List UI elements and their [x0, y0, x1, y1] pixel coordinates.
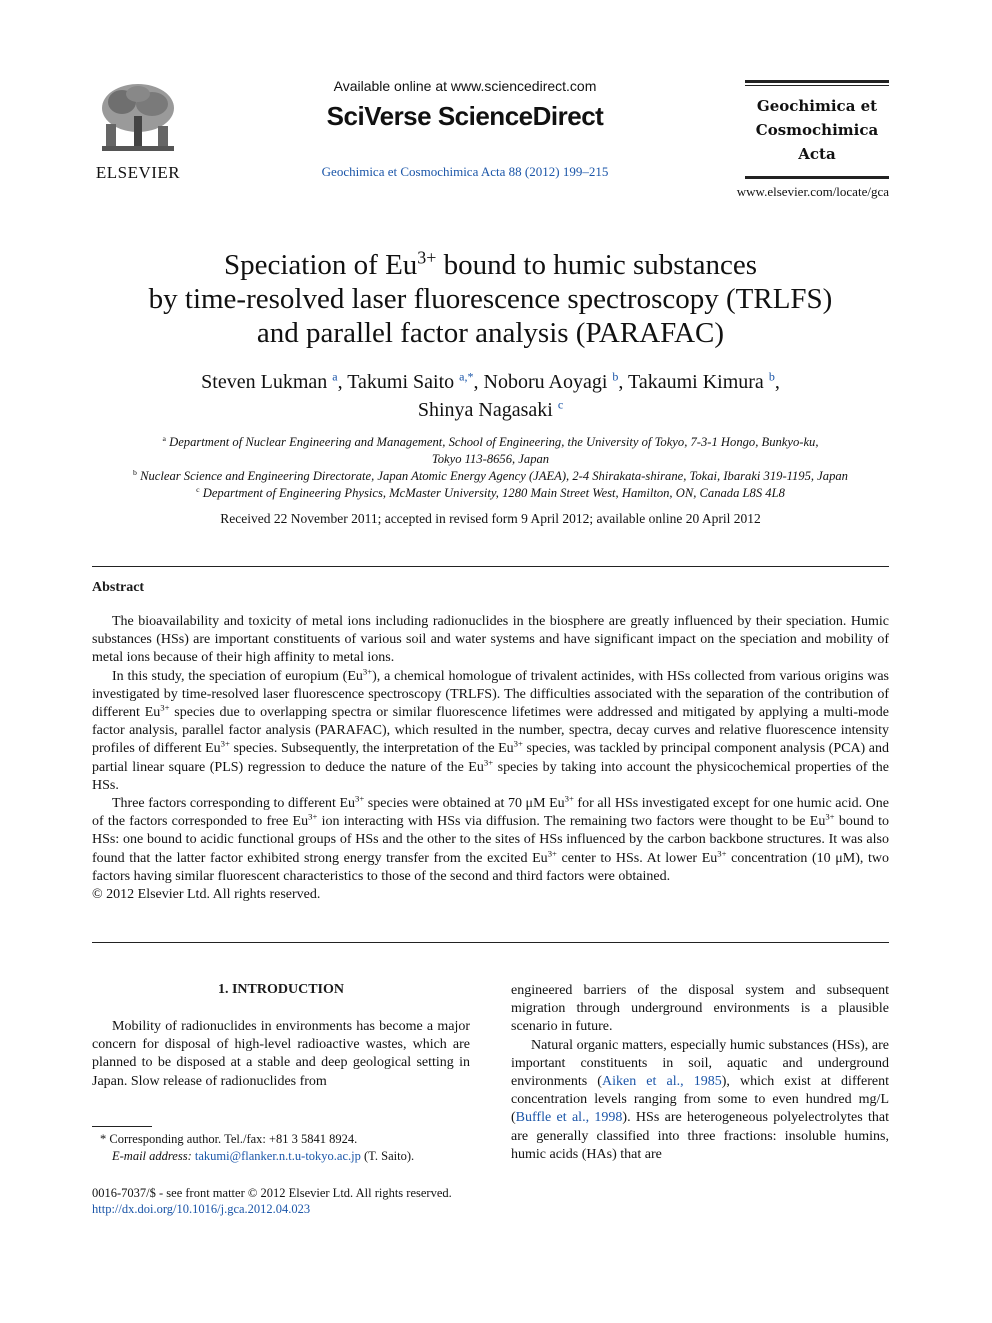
affiliation-a-cont: Tokyo 113-8656, Japan	[431, 452, 550, 466]
divider-bottom	[92, 942, 889, 943]
elsevier-tree-icon	[92, 80, 184, 160]
journal-rule-bottom	[745, 176, 889, 179]
left-column	[92, 1018, 470, 1091]
right-column	[511, 982, 889, 1164]
issn-line: 0016-7037/$ - see front matter © 2012 Elsevier Ltd. All rights reserved.	[92, 1186, 452, 1200]
footnote-corresponding: * Corresponding author. Tel./fax: +81 3 5841 8924.	[100, 1132, 358, 1146]
author-affiliation-mark[interactable]: c	[557, 397, 564, 412]
abstract-body	[92, 613, 889, 904]
author-name: Noboru Aoyagi	[483, 371, 608, 393]
affiliations	[92, 434, 889, 502]
affiliation-b: $^b$ Nuclear Science and Engineering Directorate, Japan Atomic Energy Agency (JAEA), 2-4 Shirakata-shirane, Tokai, Ibaraki 319-1195, Japan	[133, 467, 848, 483]
journal-url[interactable]: www.elsevier.com/locate/gca	[736, 184, 889, 199]
footnote-rule	[92, 1126, 152, 1127]
received-dates: Received 22 November 2011; accepted in revised form 9 April 2012; available online 20 April 2012	[220, 511, 761, 526]
doi-link[interactable]: http://dx.doi.org/10.1016/j.gca.2012.04.023	[92, 1202, 311, 1216]
author-affiliation-mark[interactable]: b	[612, 369, 619, 384]
author-affiliation-mark[interactable]: b	[768, 369, 775, 384]
author-name: Takumi Saito	[347, 371, 455, 393]
abstract-paragraph: Three factors corresponding to different $Eu^{3+}$ species were obtained at 70 μM $Eu^{3+}$ for all HSs investigated except for one humic acid. One of the factors corresponded to free $Eu^{3+}$ ion interacting with HSs via diffusion. The remaining two factors were thought to be $Eu^{3+}$ bound to HSs: one bound to acidic functional groups of HSs and the other to the sites of HSs influenced by the carbon backbone structures. It was also found that the latter factor exhibited strong energy transfer from the excited $Eu^{3+}$ center to HSs. At lower $Eu^{3+}$ concentration (10 μM), two factors having similar fluorescent characteristics to those of the second and third factors were obtained.	[92, 793, 890, 884]
body-paragraph: engineered barriers of the disposal system and subsequent migration through underground environments is a plausible scenario in future.	[511, 983, 889, 1035]
author-line1: Steven Lukman $^a$, Takumi Saito $^{a,*}$, Noboru Aoyagi $^b$, Takaumi Kimura $^b$,	[201, 369, 780, 393]
section-heading-introduction: 1. INTRODUCTION	[217, 982, 344, 997]
author-list	[92, 368, 889, 424]
author-affiliation-mark[interactable]: a	[332, 369, 338, 384]
footnote	[92, 1131, 470, 1165]
available-online-text: Available online at www.sciencedirect.com	[333, 78, 597, 94]
abstract-heading: Abstract	[92, 580, 145, 595]
author-line2	[92, 396, 889, 424]
author-name: Takaumi Kimura	[628, 371, 764, 393]
journal-name-line2: Cosmochimica	[755, 121, 879, 139]
copyright-line: © 2012 Elsevier Ltd. All rights reserved.	[92, 887, 321, 903]
journal-name-line3: Acta	[798, 145, 836, 163]
body-paragraph: Natural organic matters, especially humic substances (HSs), are important constituents in soil, aquatic and underground environments (Aiken et al., 1985), which exist at different concentration levels ranging from some to even hundred mg/L (Buffle et al., 1998). HSs are heterogeneous polyelectrolytes that are generally classified into three fractions: insoluble humins, humic acids (HAs) that are	[511, 1037, 889, 1162]
affiliation-a: $^a$ Department of Nuclear Engineering and Management, School of Engineering, the University of Tokyo, 7-3-1 Hongo, Bunkyo-ku,	[162, 433, 819, 449]
journal-rule-top	[745, 80, 889, 83]
title-line2: by time-resolved laser fluorescence spectroscopy (TRLFS)	[148, 283, 833, 315]
footnote-email: E-mail address: takumi@flanker.n.t.u-tokyo.ac.jp (T. Saito).	[112, 1149, 415, 1163]
title-line1: Speciation of $Eu^{3+}$ bound to humic substances	[224, 247, 757, 281]
journal-name-line1: Geochimica et	[756, 97, 878, 115]
journal-name	[745, 86, 889, 176]
journal-citation[interactable]	[270, 164, 660, 180]
front-matter	[92, 1185, 592, 1217]
body-paragraph: Mobility of radionuclides in environments has become a major concern for disposal of high-level radioactive wastes, which are planned to be disposed at a stable and deep geological setting in Japan. Slow release of radionuclides from	[92, 1019, 470, 1089]
divider-top	[92, 566, 889, 567]
reference-link[interactable]: Aiken et al., 1985	[601, 1074, 722, 1090]
email-link[interactable]: takumi@flanker.n.t.u-tokyo.ac.jp	[194, 1149, 361, 1163]
author-affiliation-mark[interactable]: a,*	[459, 369, 474, 384]
reference-link[interactable]: Buffle et al., 1998	[515, 1110, 623, 1126]
publisher-name: ELSEVIER	[95, 163, 181, 182]
sciencedirect-logo-text: SciVerse ScienceDirect	[326, 101, 604, 131]
title-line3: and parallel factor analysis (PARAFAC)	[256, 317, 725, 349]
affiliation-c: $^c$ Department of Engineering Physics, McMaster University, 1280 Main Street West, Hamilton, ON, Canada L8S 4L8	[196, 484, 785, 500]
citation-link[interactable]: Geochimica et Cosmochimica Acta 88 (2012) 199–215	[321, 164, 609, 179]
journal-title-box	[745, 80, 889, 179]
abstract-paragraph: In this study, the speciation of europium $(Eu^{3+})$, a chemical homologue of trivalent actinides, with HSs collected from various origins was investigated by time-resolved laser fluorescence spectroscopy (TRLFS). The difficulties associated with the separation of the contribution of different $Eu^{3+}$ species due to overlapping spectra or similar fluorescence lifetimes were addressed and mitigated by applying a multi-mode factor analysis, parallel factor analysis (PARAFAC), which resulted in the number, spectra, decay curves and relative fluorescence intensity profiles of different $Eu^{3+}$ species. Subsequently, the interpretation of the $Eu^{3+}$ species, was tackled by principal component analysis (PCA) and partial linear square (PLS) regression to deduce the nature of the $Eu^{3+}$ species by taking into account the physicochemical properties of the HSs.	[92, 665, 890, 793]
author-name: Shinya Nagasaki	[417, 399, 553, 421]
doi-line[interactable]	[92, 1201, 592, 1217]
paper-title	[92, 248, 889, 350]
author-name: Steven Lukman	[201, 371, 328, 393]
abstract-paragraph: The bioavailability and toxicity of metal ions including radionuclides in the biosphere are greatly influenced by their speciation. Humic substances (HSs) are important constituents of various soil and water systems and have significant impact on the speciation and mobility of metal ions because of their high affinity to metal ions.	[92, 614, 889, 666]
